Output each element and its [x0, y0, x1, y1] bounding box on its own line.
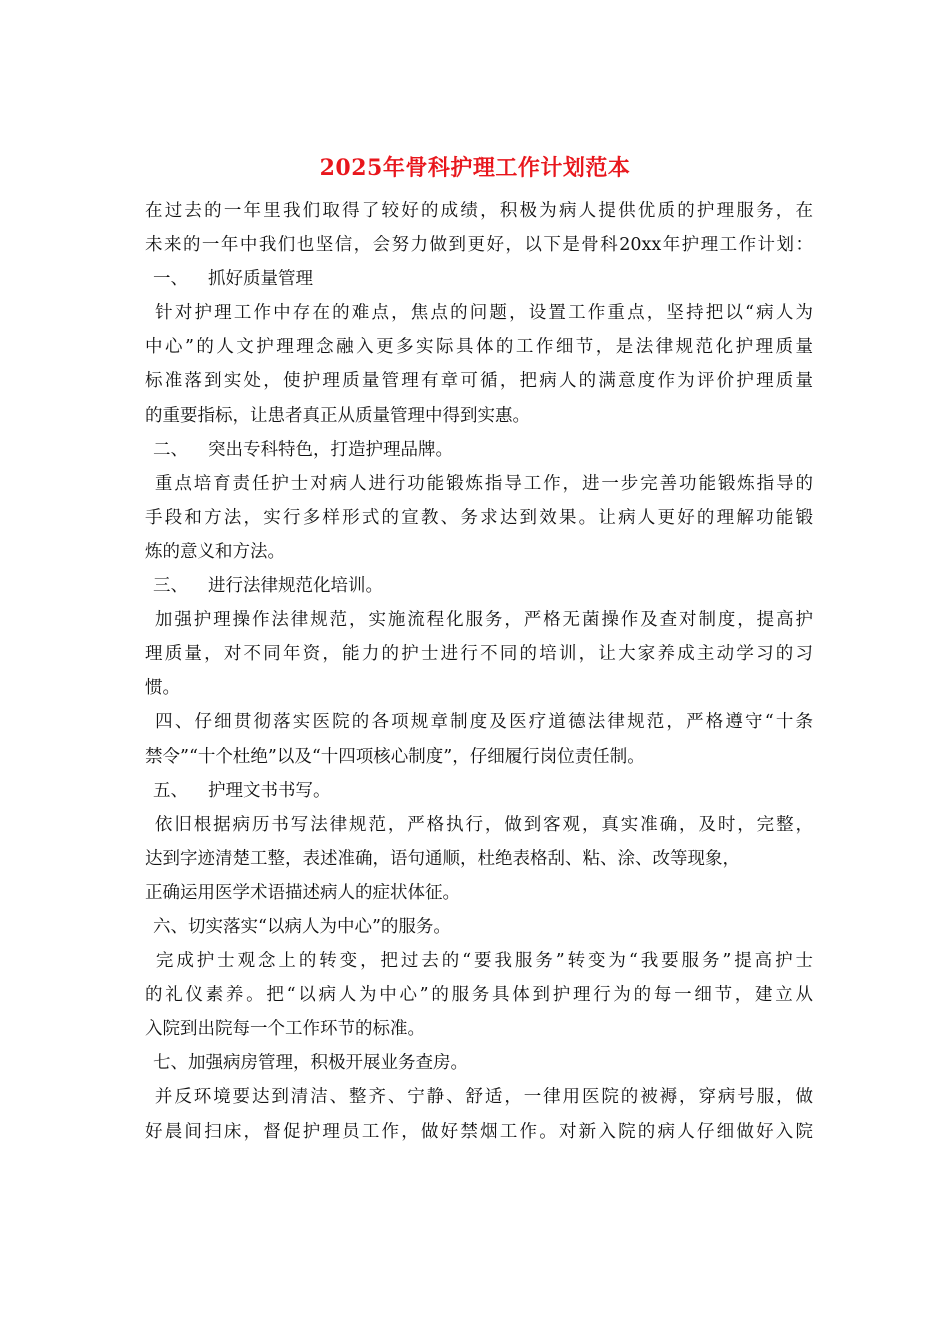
- section-heading: [145, 433, 813, 467]
- section-number: 五、: [153, 780, 188, 801]
- paragraph-line: 并反环境要达到清洁、整齐、宁静、舒适，一律用医院的被褥，穿病号服，做: [153, 1087, 813, 1108]
- paragraph-line: 好晨间扫床，督促护理员工作，做好禁烟工作。对新入院的病人仔细做好入院: [145, 1121, 813, 1142]
- paragraph-line: 未来的一年中我们也坚信，会努力做到更好，以下是骨科20xx年护理工作计划：: [145, 235, 813, 256]
- paragraph-line: 完成护士观念上的转变，把过去的“要我服务”转变为“我要服务”提高护士: [153, 951, 813, 972]
- paragraph-line: 重点培育责任护士对病人进行功能锻炼指导工作，进一步完善功能锻炼指导的: [153, 473, 813, 494]
- section-title: 护理文书书写。: [208, 780, 331, 801]
- paragraph-line: 标准落到实处，使护理质量管理有章可循，把病人的满意度作为评价护理质量: [145, 371, 813, 392]
- section-heading: [145, 569, 813, 603]
- paragraph-line: 的礼仪素养。把“以病人为中心”的服务具体到护理行为的每一细节，建立从: [145, 985, 813, 1006]
- paragraph-line: 正确运用医学术语描述病人的症状体征。: [145, 882, 460, 903]
- section-title: 抓好质量管理: [208, 269, 313, 290]
- paragraph-line: 入院到出院每一个工作环节的标准。: [145, 1019, 425, 1040]
- section-number: 二、: [153, 439, 188, 460]
- section-heading: 六、切实落实“以病人为中心”的服务。: [153, 916, 451, 937]
- paragraph-line: 炼的意义和方法。: [145, 541, 285, 562]
- paragraph-line: 针对护理工作中存在的难点，焦点的问题，设置工作重点，坚持把以“病人为: [153, 303, 813, 324]
- paragraph-line: 手段和方法，实行多样形式的宣教、务求达到效果。让病人更好的理解功能锻: [145, 507, 813, 528]
- paragraph-line: 惯。: [145, 678, 180, 699]
- paragraph-line: 理质量，对不同年资，能力的护士进行不同的培训，让大家养成主动学习的习: [145, 644, 813, 665]
- paragraph-line: 在过去的一年里我们取得了较好的成绩，积极为病人提供优质的护理服务，在: [145, 201, 813, 221]
- paragraph-line: 的重要指标，让患者真正从质量管理中得到实惠。: [145, 405, 530, 426]
- section-number: 三、: [153, 576, 188, 597]
- paragraph-line: 依旧根据病历书写法律规范，严格执行，做到客观，真实准确，及时，完整，: [153, 814, 813, 835]
- paragraph-line: 达到字迹清楚工整，表述准确，语句通顺，杜绝表格刮、粘、涂、改等现象，: [145, 848, 740, 869]
- section-heading: 四、仔细贯彻落实医院的各项规章制度及医疗道德法律规范，严格遵守“十条: [153, 712, 813, 733]
- section-heading: [145, 262, 813, 296]
- paragraph-line: 禁令”“十个杜绝”以及“十四项核心制度”，仔细履行岗位责任制。: [145, 746, 645, 767]
- section-heading: 七、加强病房管理，积极开展业务查房。: [153, 1053, 468, 1074]
- section-title: 突出专科特色，打造护理品牌。: [208, 439, 453, 460]
- paragraph-line: 加强护理操作法律规范，实施流程化服务，严格无菌操作及查对制度，提高护: [153, 610, 813, 631]
- document-title: 2025年骨科护理工作计划范本: [319, 155, 631, 181]
- section-number: 一、: [153, 269, 188, 290]
- document-body: [145, 194, 813, 1149]
- section-title: 进行法律规范化培训。: [208, 576, 383, 597]
- section-heading: [145, 774, 813, 808]
- paragraph-line: 中心”的人文护理理念融入更多实际具体的工作细节，是法律规范化护理质量: [145, 337, 813, 358]
